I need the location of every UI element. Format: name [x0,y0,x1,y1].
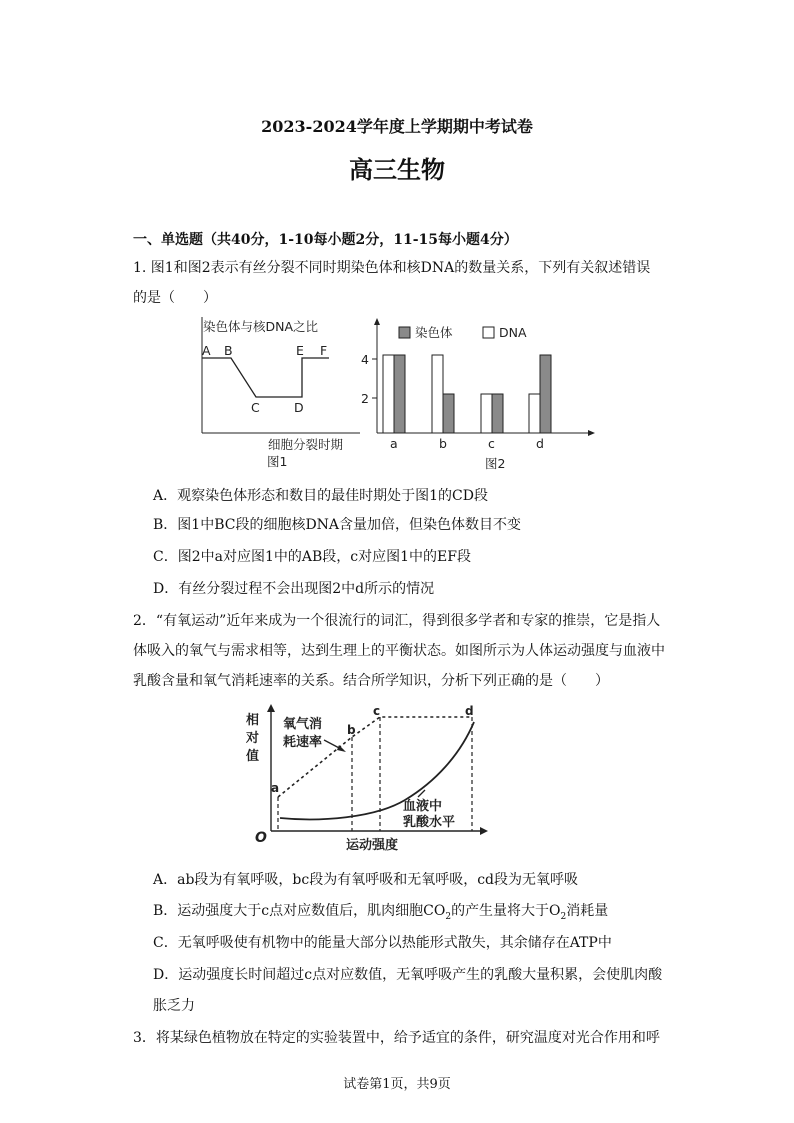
bar-b-dna [432,355,443,433]
fig1-point-A: A [202,343,211,358]
ex-xlabel: 运动强度 [346,838,399,853]
fig1-point-C: C [251,400,260,415]
fig2-category-d: d [536,436,544,451]
fig2-caption: 图2 [485,456,506,471]
fig1-point-F: F [320,343,328,358]
q3-stem-line1: 3．将某绿色植物放在特定的实验装置中，给予适宜的条件，研究温度对光合作用和呼 [133,1030,660,1046]
o2-subscript: 2 [560,911,567,922]
q2-option-c: C．无氧呼吸使有机物中的能量大部分以热能形式散失，其余储存在ATP中 [153,935,612,951]
ex-point-d: d [465,704,474,718]
o2-label-1: 氧气消 [283,717,323,732]
ex-x-arrow [480,827,488,835]
legend-chromosome-label: 染色体 [415,325,453,340]
lactic-label-1: 血液中 [403,799,443,814]
q2-option-d-line2: 胀乏力 [153,998,195,1014]
q2-option-a: A．ab段为有氧呼吸，bc段为有氧呼吸和无氧呼吸，cd段为无氧呼吸 [153,872,579,888]
lactic-label-2: 乳酸水平 [403,815,456,830]
page-footer: 试卷第1页，共9页 [343,1077,451,1092]
q1-stem-line1: 1. 图1和图2表示有丝分裂不同时期染色体和核DNA的数量关系，下列有关叙述错误 [133,260,651,276]
bar-d-dna [529,394,540,433]
ex-point-b: b [347,723,356,737]
q1-option-d: D．有丝分裂过程不会出现图2中d所示的情况 [153,581,435,597]
fig1-xlabel: 细胞分裂时期 [268,437,344,452]
bar-d-chromosome [540,355,551,433]
ex-point-a: a [271,781,280,795]
section-heading: 一、单选题（共40分，1-10每小题2分，11-15每小题4分） [133,232,518,248]
fig1-point-E: E [296,343,304,358]
figure-2 [355,318,605,473]
legend-chromosome-swatch [399,327,410,338]
ex-origin: O [255,830,267,846]
q2-option-b-post: 消耗量 [566,903,609,919]
fig2-category-b: b [439,436,447,451]
legend-dna-swatch [483,327,494,338]
fig2-category-a: a [390,436,398,451]
fig2-category-c: c [488,436,495,451]
q2-option-b-pre: B．运动强度大于c点对应数值后，肌肉细胞CO [153,903,446,919]
q2-stem-line3: 乳酸含量和氧气消耗速率的关系。结合所学知识，分析下列正确的是（ ） [133,673,609,689]
co2-subscript: 2 [445,911,452,922]
q1-stem-line2: 的是（ ） [133,290,217,306]
o2-label-2: 耗速率 [283,735,323,750]
bar-c-dna [481,394,492,433]
subject-title: 高三生物 [349,155,445,184]
q2-stem-line2: 体吸入的氧气与需求相等，达到生理上的平衡状态。如图所示为人体运动强度与血液中 [133,643,665,659]
figure-exercise [240,700,500,860]
fig1-ylabel: 染色体与核DNA之比 [203,319,319,334]
q2-option-d-line1: D．运动强度长时间超过c点对应数值，无氧呼吸产生的乳酸大量积累，会使肌肉酸 [153,967,663,983]
ex-ylabel-3: 值 [246,749,260,764]
fig2-tick-label-2: 2 [361,391,369,406]
bar-a-dna [383,355,394,433]
fig1-ratio-line [202,358,329,397]
ex-ylabel-1: 相 [246,713,260,728]
bar-a-chromosome [394,355,405,433]
q1-option-b: B．图1中BC段的细胞核DNA含量加倍，但染色体数目不变 [153,517,522,533]
q1-option-c: C．图2中a对应图1中的AB段，c对应图1中的EF段 [153,549,471,565]
ex-y-arrow [267,704,275,712]
q2-option-b-mid: 的产生量将大于O [451,903,561,919]
bar-c-chromosome [492,394,503,433]
fig2-x-arrow [588,430,595,436]
fig2-y-arrow [374,318,380,325]
fig1-point-D: D [294,400,304,415]
figure-1 [195,313,365,473]
fig1-caption: 图1 [267,454,288,469]
legend-dna-label: DNA [499,325,527,340]
q1-option-a: A．观察染色体形态和数目的最佳时期处于图1的CD段 [153,488,488,504]
fig2-tick-label-4: 4 [361,352,369,367]
ex-point-c: c [373,704,381,718]
o2-pointer-head [337,745,346,752]
fig1-point-B: B [224,343,233,358]
q2-option-b [153,900,608,922]
ex-ylabel-2: 对 [246,731,260,746]
q2-stem-line1: 2．“有氧运动”近年来成为一个很流行的词汇，得到很多学者和专家的推崇，它是指人 [133,613,661,629]
bar-b-chromosome [443,394,454,433]
exam-title: 2023-2024学年度上学期期中考试卷 [261,117,533,136]
